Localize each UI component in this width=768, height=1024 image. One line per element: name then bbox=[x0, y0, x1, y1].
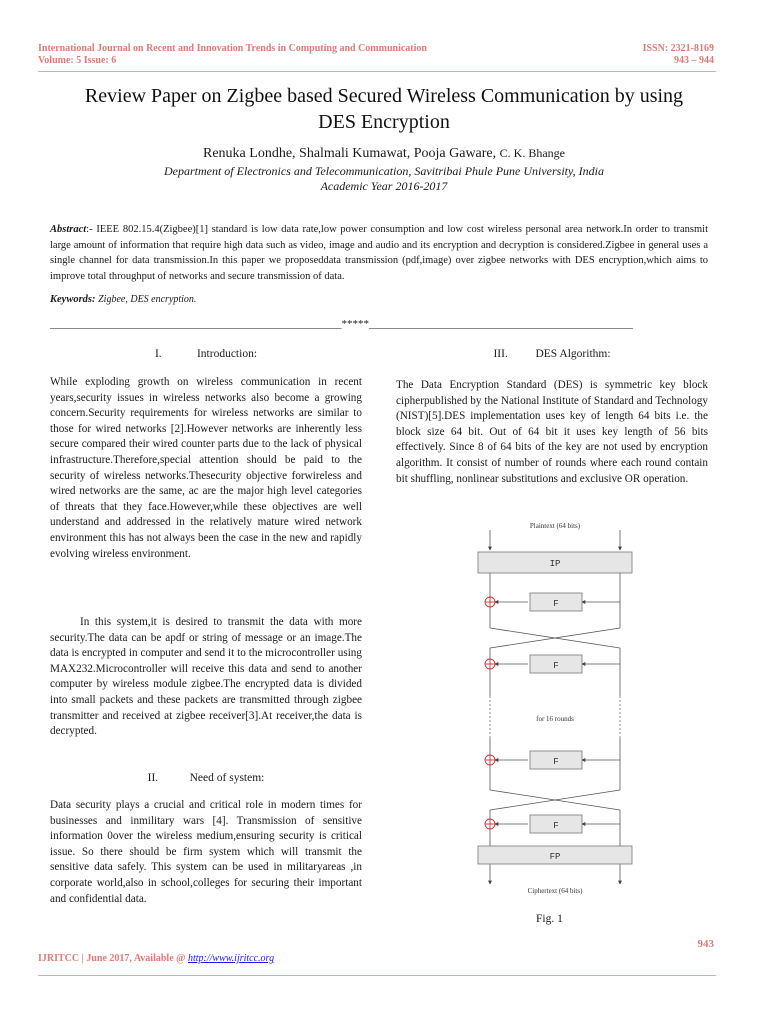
footer-divider bbox=[38, 975, 716, 976]
page-range: 943 – 944 bbox=[674, 55, 714, 66]
section-heading-des bbox=[396, 348, 708, 360]
author-last: C. K. Bhange bbox=[499, 146, 565, 160]
footer bbox=[38, 953, 274, 964]
journal-volume: Volume: 5 Issue: 6 bbox=[38, 55, 117, 66]
authors bbox=[40, 146, 728, 162]
section-title: DES Algorithm: bbox=[535, 348, 611, 360]
keywords-text: Zigbee, DES encryption. bbox=[98, 294, 197, 305]
section-title: Need of system: bbox=[189, 772, 265, 784]
xor-icon bbox=[485, 819, 495, 829]
des-flow-diagram bbox=[470, 518, 640, 898]
plaintext-label: Plaintext (64 bits) bbox=[529, 522, 581, 530]
section-number: III. bbox=[493, 348, 508, 360]
xor-icon bbox=[485, 659, 495, 669]
ciphertext-label: Ciphertext (64 bits) bbox=[527, 887, 583, 895]
need-paragraph-1: Data security plays a crucial and critical role in modern times for businesses and inmilitary wars [4]. Transmission of sensitive information 0over the wireless medium,ensuring security is critical issue. So there should be firm system which will transmit the sensitive data safely. This system can be used in militaryareas ,in corporate world,also in school,colleges for securing their important and confidential data. bbox=[50, 799, 362, 905]
journal-name: International Journal on Recent and Innovation Trends in Computing and Communication bbox=[38, 43, 427, 54]
introduction-body bbox=[50, 375, 362, 562]
section-number: I. bbox=[154, 348, 162, 360]
page-number: 943 bbox=[697, 938, 714, 950]
footer-text: IJRITCC | June 2017, Available @ bbox=[38, 953, 186, 964]
abstract-label: Abstract bbox=[50, 224, 87, 235]
journal-website-link[interactable]: http://www.ijritcc.org bbox=[187, 953, 275, 964]
journal-header bbox=[38, 43, 427, 67]
introduction-body-2 bbox=[50, 615, 362, 740]
intro-paragraph-1: While exploding growth on wireless communication in recent years,security issues in wireless networks also become a growing concern.Security requirements for wireless networks are similar to those for wired networks [2].However networks are inherently less secure compared their wired counter parts due to the lack of physical infrastructure.Therefore,special attention should be paid to the security of wireless networks.Thesecurity objective forwireless and wired networks are the same, ac are the major high level categories of threats that they face.However,while these objectives are well understand and addressed in the relatively mature wired network environment this has not always been the case in the new and rapidly evolving wireless environment. bbox=[50, 376, 362, 560]
intro-paragraph-2: In this system,it is desired to transmit the data with more security.The data can be apdf or string of message or an image.The data is encrypted in computer and send it to the microcontroller using MAX232.Microcontroller will receive this data and send to another computer by wireless module zigbee.The encrypted data is divided into small packets and these packets are transmitted through zigbee transmitter and received at zigbee receiver[3].At receiver,the data is decrypted. bbox=[50, 616, 362, 738]
section-number: II. bbox=[147, 772, 159, 784]
academic-year: Academic Year 2016-2017 bbox=[320, 179, 448, 193]
section-heading-introduction bbox=[50, 348, 362, 360]
keywords bbox=[50, 294, 196, 305]
abstract bbox=[50, 222, 708, 284]
des-body bbox=[396, 378, 708, 487]
f-label-round-15: F bbox=[553, 757, 559, 767]
f-label-round-16: F bbox=[553, 821, 559, 831]
keywords-label: Keywords: bbox=[50, 294, 96, 305]
affiliation-block bbox=[40, 164, 728, 194]
figure-caption: Fig. 1 bbox=[536, 913, 563, 925]
title-line-1: Review Paper on Zigbee based Secured Wireless Communication by using bbox=[84, 85, 684, 107]
issn: ISSN: 2321-8169 bbox=[642, 43, 714, 54]
fp-label: FP bbox=[549, 852, 561, 862]
section-heading-need bbox=[50, 772, 362, 784]
xor-icon bbox=[485, 755, 495, 765]
affiliation: Department of Electronics and Telecommunication, Savitribai Phule Pune University, India bbox=[163, 164, 605, 178]
ip-label: IP bbox=[549, 559, 561, 569]
authors-main: Renuka Londhe, Shalmali Kumawat, Pooja Gaware, bbox=[203, 146, 497, 161]
section-separator: _____________________________________________________*****________________________________________________ bbox=[50, 318, 633, 330]
f-label-round-2: F bbox=[553, 661, 559, 671]
section-title: Introduction: bbox=[196, 348, 258, 360]
xor-icon bbox=[485, 597, 495, 607]
f-label-round-1: F bbox=[553, 599, 559, 609]
rounds-label: for 16 rounds bbox=[536, 715, 574, 723]
header-divider bbox=[38, 71, 716, 72]
need-body bbox=[50, 798, 362, 907]
paper-title bbox=[40, 83, 728, 135]
abstract-text: :- IEEE 802.15.4(Zigbee)[1] standard is low data rate,low power consumption and low cost wireless personal area network.In order to transmit large amount of information that require high data such as video, image and audio and its encryption and decryption is considered.Zigbee in general uses a single channel for data transmission.In this paper we proposeddata transmission (pdf,image) over zigbee networks with DES encryption,which aims to improve total throughput of networks and secure transmission of data. bbox=[50, 224, 708, 282]
issn-header bbox=[643, 43, 714, 67]
title-line-2: DES Encryption bbox=[318, 111, 450, 133]
des-paragraph-1: The Data Encryption Standard (DES) is symmetric key block cipherpublished by the National Institute of Standard and Technology (NIST)[5].DES implementation uses key of length 64 bits i.e. the block size 64 bit. Out of 64 bit it uses key length of 56 bits effectively. Since 8 of 64 bits of the key are not used by encryption algorithm. It consist of number of rounds where each round contain bit shuffling, nonlinear substitutions and exclusive OR operation. bbox=[396, 379, 708, 485]
